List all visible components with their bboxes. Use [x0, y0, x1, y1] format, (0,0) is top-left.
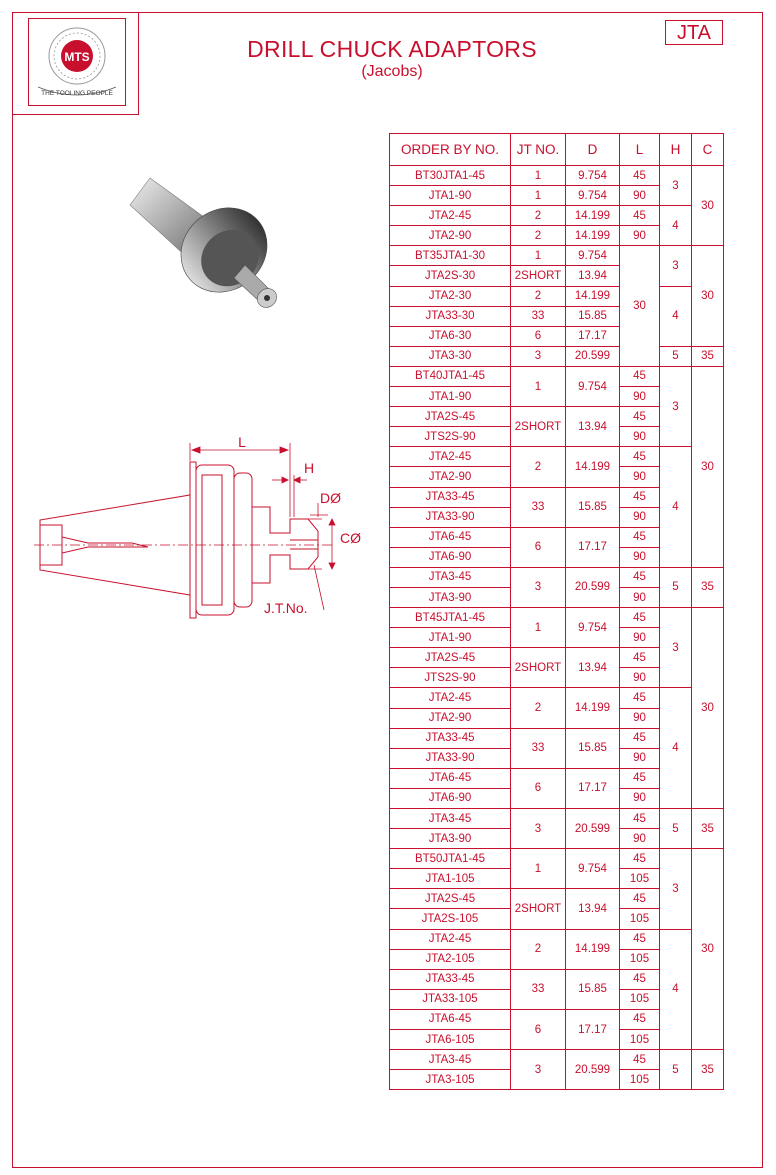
cell-order: JTA6-105 [390, 1030, 511, 1050]
cell-order: JTA6-45 [390, 768, 511, 788]
cell-l: 45 [620, 1050, 660, 1070]
cell-jt: 1 [511, 608, 566, 648]
cell-d: 13.94 [566, 407, 620, 447]
cell-l: 90 [620, 387, 660, 407]
dim-h-label: H [304, 460, 315, 476]
cell-jt: 33 [511, 728, 566, 768]
cell-l: 45 [620, 567, 660, 587]
cell-d: 17.17 [566, 527, 620, 567]
cell-jt: 1 [511, 246, 566, 266]
header-c: C [692, 134, 724, 166]
cell-d: 9.754 [566, 186, 620, 206]
cell-l: 90 [620, 708, 660, 728]
cell-order: JTA2S-45 [390, 648, 511, 668]
cell-jt: 2SHORT [511, 266, 566, 286]
cell-c: 35 [692, 567, 724, 607]
cell-order: JTA2S-105 [390, 909, 511, 929]
table-row [390, 206, 724, 226]
cell-l: 90 [620, 628, 660, 648]
cell-order: JTA33-45 [390, 728, 511, 748]
cell-order: JTA3-90 [390, 587, 511, 607]
cell-d: 17.17 [566, 326, 620, 346]
cell-d: 14.199 [566, 447, 620, 487]
cell-l: 45 [620, 527, 660, 547]
cell-jt: 2 [511, 286, 566, 306]
cell-order: JTS2S-90 [390, 668, 511, 688]
cell-jt: 3 [511, 346, 566, 366]
cell-l: 90 [620, 226, 660, 246]
cell-l: 45 [620, 487, 660, 507]
table-row [390, 809, 724, 829]
cell-l: 90 [620, 668, 660, 688]
cell-order: JTA1-90 [390, 186, 511, 206]
cell-l: 45 [620, 849, 660, 869]
cell-l: 90 [620, 748, 660, 768]
cell-jt: 6 [511, 768, 566, 808]
cell-l: 90 [620, 829, 660, 849]
cell-d: 17.17 [566, 1009, 620, 1049]
page-subtitle: (Jacobs) [361, 63, 423, 80]
cell-h: 3 [660, 246, 692, 286]
cell-order: JTA3-90 [390, 829, 511, 849]
cell-order: BT50JTA1-45 [390, 849, 511, 869]
cell-jt: 1 [511, 366, 566, 406]
cell-d: 9.754 [566, 366, 620, 406]
cell-l: 105 [620, 909, 660, 929]
cell-d: 9.754 [566, 166, 620, 186]
table-row [390, 447, 724, 467]
logo-brand: MTS [64, 50, 90, 64]
cell-jt: 3 [511, 1050, 566, 1090]
cell-d: 15.85 [566, 306, 620, 326]
cell-l: 105 [620, 1030, 660, 1050]
cell-order: JTA2-45 [390, 206, 511, 226]
cell-c: 30 [692, 166, 724, 246]
cell-l: 90 [620, 186, 660, 206]
cell-l: 45 [620, 166, 660, 186]
cell-order: JTA2S-30 [390, 266, 511, 286]
cell-l: 45 [620, 768, 660, 788]
cell-l: 45 [620, 648, 660, 668]
cell-order: JTA6-90 [390, 788, 511, 808]
cell-order: JTA2-30 [390, 286, 511, 306]
cell-jt: 1 [511, 849, 566, 889]
cell-c: 30 [692, 608, 724, 809]
cell-order: JTA2-90 [390, 708, 511, 728]
cell-order: JTA2-45 [390, 688, 511, 708]
table-row [390, 849, 724, 869]
cell-order: JTA3-30 [390, 346, 511, 366]
cell-l: 105 [620, 869, 660, 889]
cell-order: JTA3-45 [390, 809, 511, 829]
cell-h: 4 [660, 688, 692, 809]
cell-jt: 6 [511, 326, 566, 346]
series-badge: JTA [665, 20, 723, 45]
header-d: D [566, 134, 620, 166]
table-row [390, 366, 724, 386]
cell-order: JTS2S-90 [390, 427, 511, 447]
cell-jt: 2SHORT [511, 889, 566, 929]
cell-c: 30 [692, 849, 724, 1050]
cell-l: 45 [620, 407, 660, 427]
cell-order: JTA6-45 [390, 527, 511, 547]
cell-l: 90 [620, 467, 660, 487]
cell-order: JTA6-90 [390, 547, 511, 567]
cell-order: JTA33-105 [390, 989, 511, 1009]
dim-c-label: CØ [340, 530, 361, 546]
cell-d: 20.599 [566, 809, 620, 849]
dim-d-label: DØ [320, 490, 341, 506]
table-row [390, 608, 724, 628]
cell-order: JTA2-45 [390, 929, 511, 949]
cell-order: JTA33-90 [390, 748, 511, 768]
cell-jt: 33 [511, 487, 566, 527]
cell-order: JTA2-90 [390, 226, 511, 246]
cell-l: 45 [620, 728, 660, 748]
cell-order: BT45JTA1-45 [390, 608, 511, 628]
cell-d: 14.199 [566, 688, 620, 728]
cell-order: JTA2-90 [390, 467, 511, 487]
cell-jt: 33 [511, 306, 566, 326]
cell-h: 5 [660, 346, 692, 366]
logo-divider-vertical [138, 12, 139, 115]
cell-jt: 3 [511, 567, 566, 607]
cell-l: 90 [620, 507, 660, 527]
dim-l-label: L [238, 434, 246, 450]
table-row [390, 688, 724, 708]
cell-d: 13.94 [566, 266, 620, 286]
cell-d: 14.199 [566, 929, 620, 969]
cell-d: 14.199 [566, 226, 620, 246]
cell-l: 45 [620, 1009, 660, 1029]
cell-c: 35 [692, 809, 724, 849]
cell-d: 13.94 [566, 648, 620, 688]
cell-jt: 1 [511, 186, 566, 206]
cell-l: 105 [620, 989, 660, 1009]
table-header-row [390, 134, 724, 166]
cell-order: JTA3-45 [390, 1050, 511, 1070]
logo-tagline: THE TOOLING PEOPLE [41, 90, 113, 97]
cell-h: 5 [660, 567, 692, 607]
cell-d: 20.599 [566, 567, 620, 607]
cell-jt: 2 [511, 206, 566, 226]
cell-jt: 1 [511, 166, 566, 186]
cell-d: 9.754 [566, 246, 620, 266]
cell-order: BT30JTA1-45 [390, 166, 511, 186]
table-row [390, 929, 724, 949]
cell-order: JTA2-45 [390, 447, 511, 467]
cell-l: 105 [620, 1070, 660, 1090]
cell-jt: 2 [511, 447, 566, 487]
cell-l: 45 [620, 366, 660, 386]
table-row [390, 246, 724, 266]
cell-h: 5 [660, 1050, 692, 1090]
adaptor-photo [120, 170, 290, 330]
table-row [390, 166, 724, 186]
cell-order: JTA2S-45 [390, 407, 511, 427]
cell-order: JTA1-105 [390, 869, 511, 889]
cell-d: 17.17 [566, 768, 620, 808]
header-order: ORDER BY NO. [390, 134, 511, 166]
cell-order: JTA3-45 [390, 567, 511, 587]
table-row [390, 1050, 724, 1070]
cell-l: 45 [620, 447, 660, 467]
mts-logo [32, 21, 122, 103]
table-row [390, 567, 724, 587]
cell-d: 15.85 [566, 728, 620, 768]
cell-l: 105 [620, 949, 660, 969]
cell-h: 3 [660, 849, 692, 929]
logo-divider-horizontal [12, 114, 139, 115]
cell-h: 3 [660, 166, 692, 206]
cell-jt: 6 [511, 1009, 566, 1049]
adaptor-drawing [32, 425, 377, 625]
cell-h: 4 [660, 286, 692, 346]
cell-l: 45 [620, 206, 660, 226]
cell-jt: 6 [511, 527, 566, 567]
cell-c: 35 [692, 1050, 724, 1090]
cell-l: 45 [620, 889, 660, 909]
cell-jt: 2 [511, 226, 566, 246]
header-jt: JT NO. [511, 134, 566, 166]
spec-table [389, 133, 724, 1090]
cell-l: 30 [620, 246, 660, 367]
cell-order: JTA33-30 [390, 306, 511, 326]
cell-order: JTA33-45 [390, 969, 511, 989]
jt-number-label: J.T.No. [264, 600, 308, 616]
cell-d: 15.85 [566, 969, 620, 1009]
page-title: DRILL CHUCK ADAPTORS [247, 36, 537, 62]
cell-c: 30 [692, 246, 724, 346]
header-l: L [620, 134, 660, 166]
cell-order: JTA3-105 [390, 1070, 511, 1090]
cell-order: JTA2S-45 [390, 889, 511, 909]
cell-d: 14.199 [566, 286, 620, 306]
header-h: H [660, 134, 692, 166]
cell-l: 90 [620, 427, 660, 447]
cell-jt: 2SHORT [511, 648, 566, 688]
cell-jt: 3 [511, 809, 566, 849]
cell-h: 3 [660, 608, 692, 688]
cell-order: JTA6-30 [390, 326, 511, 346]
cell-d: 13.94 [566, 889, 620, 929]
cell-h: 3 [660, 366, 692, 446]
cell-l: 45 [620, 608, 660, 628]
cell-c: 30 [692, 366, 724, 567]
cell-h: 4 [660, 447, 692, 568]
cell-l: 90 [620, 587, 660, 607]
cell-c: 35 [692, 346, 724, 366]
cell-jt: 33 [511, 969, 566, 1009]
cell-d: 14.199 [566, 206, 620, 226]
cell-jt: 2 [511, 929, 566, 969]
table-row [390, 346, 724, 366]
cell-l: 45 [620, 969, 660, 989]
cell-d: 9.754 [566, 608, 620, 648]
cell-order: JTA33-90 [390, 507, 511, 527]
cell-jt: 2 [511, 688, 566, 728]
cell-h: 4 [660, 206, 692, 246]
cell-h: 5 [660, 809, 692, 849]
table-row [390, 286, 724, 306]
cell-d: 20.599 [566, 346, 620, 366]
cell-l: 45 [620, 929, 660, 949]
cell-jt: 2SHORT [511, 407, 566, 447]
cell-order: JTA1-90 [390, 628, 511, 648]
cell-l: 45 [620, 688, 660, 708]
cell-order: JTA33-45 [390, 487, 511, 507]
cell-d: 20.599 [566, 1050, 620, 1090]
cell-order: JTA6-45 [390, 1009, 511, 1029]
cell-d: 9.754 [566, 849, 620, 889]
cell-order: BT40JTA1-45 [390, 366, 511, 386]
cell-h: 4 [660, 929, 692, 1050]
cell-order: JTA2-105 [390, 949, 511, 969]
cell-l: 90 [620, 788, 660, 808]
cell-order: JTA1-90 [390, 387, 511, 407]
cell-d: 15.85 [566, 487, 620, 527]
cell-l: 45 [620, 809, 660, 829]
cell-l: 90 [620, 547, 660, 567]
cell-order: BT35JTA1-30 [390, 246, 511, 266]
